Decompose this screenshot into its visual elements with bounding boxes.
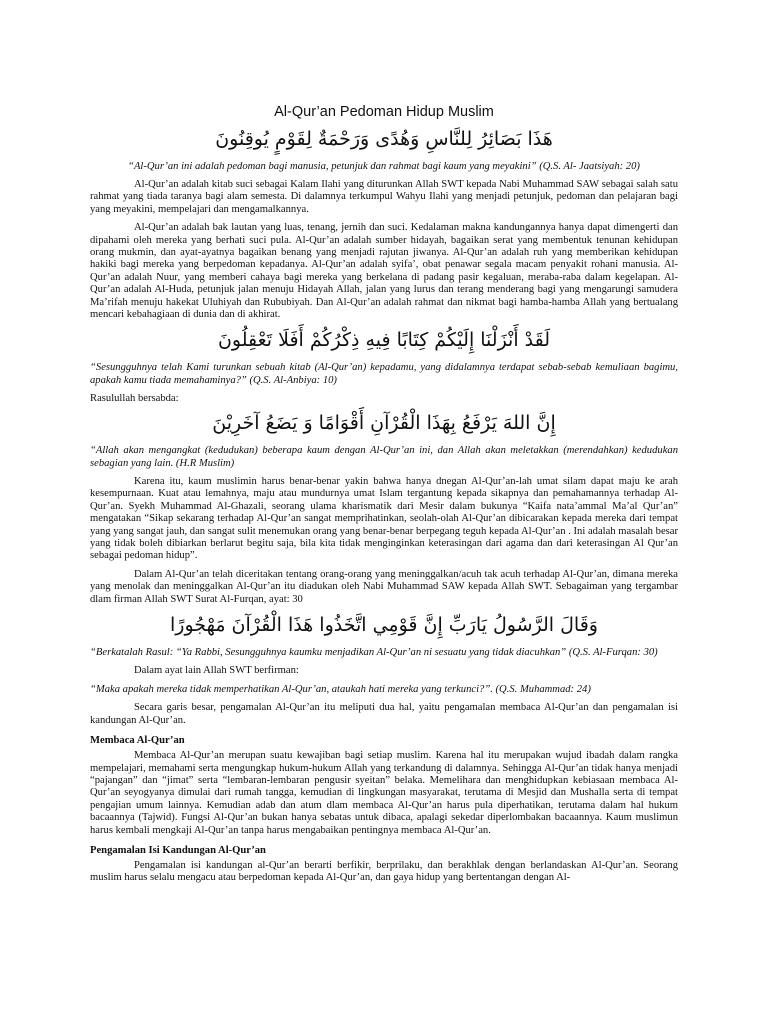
rasul-intro: Rasulullah bersabda: [90, 393, 179, 405]
paragraph-1: Al-Qur’an adalah kitab suci sebagai Kalam Ilahi yang diturunkan Allah SWT kepada Nabi Muhammad SAW sebagai salah satu rahmat yang tiada taranya bagi alam semesta. Di dalamnya terkumpul Wahyu Ilahi yang menjadi petunjuk, pedoman dan pelajaran bagi yang meyakini, mempelajari dan mengamalkannya. [90, 179, 678, 215]
arabic-hadith: إِنَّ اللهَ يَرْفَعُ بِهَذَا الْقُرْآنِ أَقْوَامًا وَ يَضَعُ آخَرِيْنَ [212, 411, 556, 434]
paragraph-6: Membaca Al-Qur’an merupan suatu kewajiban bagi setiap muslim. Karena hal itu merupakan wujud ibadah dalam rangka mempelajari, memahami serta mengungkap hukum-hukum Allah yang terkandung di dalamnya. Sehingga Al-Qur’an tidak hanya menjadi “pajangan” dan “jimat” serta “lembaran-lembaran pengusir syeitan” belaka. Memelihara dan menghidupkan kebiasaan membaca Al-Qur’an seyogyanya dimulai dari rumah tangga, kemudian di lingkungan masyarakat, terutama di Mesjid dan Mushalla serta di tempat pengajian umum lainnya. Kemudian adab dan atum dlam membaca Al-Qur’an harus pula diperhatikan, terutama dalam hal hukum bacaannya (Tajwid). Fungsi Al-Qur’an bukan hanya sebatas untuk dibaca, apalagi sekedar diperlombakan bacaannya. Kaum muslimun harus kembali mengkaji Al-Qur’an tanpa harus mengabaikan pentingnya membaca Al-Qur’an. [90, 750, 678, 836]
paragraph-2: Al-Qur’an adalah bak lautan yang luas, tenang, jernih dan suci. Kedalaman makna kandungannya hanya dapat dimengerti dan dipahami oleh mereka yang berhati suci pula. Al-Qur’an adalah sumber hidayah, bagaikan serat yang membentuk tenunan kehidupan orang mukmin, dan ayat-ayatnya bagaikan benang yang menjadi rajutan jiwanya. Al-Qur’an adalah ruh yang memberikan kehidupan hakiki bagi mereka yang berpedoman kepadanya. Al-Qur’an adalah syifa’, obat penawar segala macam penyakit rohani manusia. Al-Qur’an adalah Nuur, yang memberi cahaya bagi mereka yang berkelana di padang pasir kegaluan, meraba-raba dalam kegelapan. Al-Qur’an adalah Al-Huda, petunjuk jalan menuju Hidayah Allah, jalan yang lurus dan terang menderang bagi yang mengarungi samudera Ma’rifah menuju hakekat Uluhiyah dan Rububiyah. Dan Al-Qur’an adalah rahmat dan nikmat bagi hamba-hamba Allah yang bertualang mencari kebahagiaan di dunia dan di akhirat. [90, 222, 678, 321]
page-title: Al-Qur’an Pedoman Hidup Muslim [274, 104, 494, 120]
verse-2-translation: “Sesungguhnya telah Kami turunkan sebuah kitab (Al-Qur’an) kepadamu, yang didalamnya terdapat sebab-sebab kemuliaan bagimu, apakah kamu tiada memahaminya?” (Q.S. Al-Anbiya: 10) [90, 362, 678, 387]
verse-4-translation: “Maka apakah mereka tidak memperhatikan Al-Qur’an, ataukah hati mereka yang terkunci?”. (Q.S. Muhammad: 24) [90, 684, 591, 696]
paragraph-5: Secara garis besar, pengamalan Al-Qur’an itu meliputi dua hal, yaitu pengamalan membaca Al-Qur’an dan pengamalan isi kandungan Al-Qur’an. [90, 702, 678, 726]
paragraph-4: Dalam Al-Qur’an telah diceritakan tentang orang-orang yang meninggalkan/acuh tak acuh terhadap Al-Qur’an, dimana mereka yang menolak dan meninggalkan Al-Qur’an itu diadukan oleh Nabi Muhammad SAW kepada Allah SWT. Sebagaiman yang tergambar dlam firman Allah SWT Surat Al-Furqan, ayat: 30 [90, 568, 678, 605]
section-heading-membaca: Membaca Al-Qur’an [90, 735, 185, 747]
arabic-verse-2: لَقَدْ أَنْزَلْنَا إِلَيْكُمْ كِتَابًا فِيهِ ذِكْرُكُمْ أَفَلَا تَعْقِلُونَ [217, 329, 551, 352]
verse-4-intro: Dalam ayat lain Allah SWT berfirman: [134, 664, 299, 676]
arabic-verse-1: هَذَا بَصَائِرُ لِلنَّاسِ وَهُدًى وَرَحْمَةٌ لِقَوْمٍ يُوقِنُونَ [215, 128, 553, 150]
hadith-translation: “Allah akan mengangkat (kedudukan) beberapa kaum dengan Al-Qur’an ini, dan Allah akan meletakkan (merendahkan) kedudukan sebagian yang lain. (H.R Muslim) [90, 444, 678, 469]
section-heading-pengamalan: Pengamalan Isi Kandungan Al-Qur’an [90, 845, 266, 856]
arabic-verse-3: وَقَالَ الرَّسُولُ يَارَبِّ إِنَّ قَوْمِي اتَّخَذُوا هَذَا الْقُرْآنَ مَهْجُورًا [170, 613, 598, 636]
paragraph-7: Pengamalan isi kandungan al-Qur’an berarti berfikir, berprilaku, dan berakhlak dengan berlandaskan Al-Qur’an. Seorang muslim harus selalu mengacu atau berpedoman kepada Al-Qur’an, dan gaya hidup yang bertentangan dengan Al- [90, 860, 678, 884]
paragraph-3: Karena itu, kaum muslimin harus benar-benar yakin bahwa hanya dnegan Al-Qur’an-lah umat silam dapat maju ke arah kesempurnaan. Kuat atau lemahnya, maju atau mundurnya umat Islam tergantung kepada sikapnya dan pemahamannya terhadap Al-Qur’an. Syekh Muhammad Al-Ghazali, seorang ulama kharismatik dari Mesir dalam bukunya “Kaifa nata’ammal Ma’al Qur’an” mengatakan “Sikap sekarang terhadap Al-Qur’an sangat memprihatinkan, seolah-olah Al-Qur’an dibicarakan kepada mereka dari tempat yang yang sangat jauh, dan sangat sulit menemukan orang yang benar-benar berpegang teguh kepada Al-Qur’an . Ini adalah masalah besar yang tidak boleh dibiarkan berlarut begitu saja, bila kita tidak menginginkan keterasingan dari agama dan dari keterasingan Al Qur’an sebagai pedoman hidup”. [90, 475, 678, 562]
verse-3-translation: “Berkatalah Rasul: “Ya Rabbi, Sesungguhnya kaumku menjadikan Al-Qur’an ni sesuatu yang tidak diacuhkan” (Q.S. Al-Furqan: 30) [90, 646, 658, 658]
verse-1-translation: “Al-Qur’an ini adalah pedoman bagi manusia, petunjuk dan rahmat bagi kaum yang meyakini” (Q.S. Al- Jaatsiyah: 20) [128, 161, 640, 172]
